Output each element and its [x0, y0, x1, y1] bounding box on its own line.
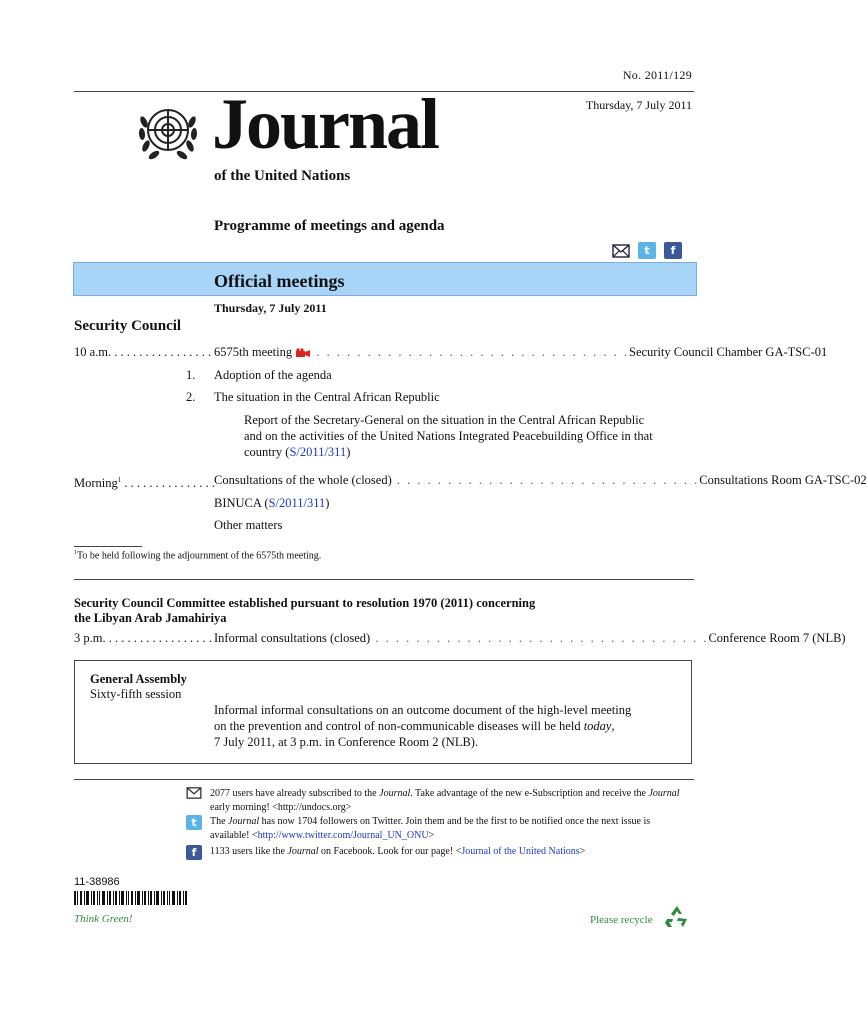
facebook-note: f 1133 users like the Journal on Facebook. Look for our page! <Journal of the United Nations> [186, 845, 690, 859]
official-meetings-heading: Official meetings [214, 271, 345, 291]
agenda-item-text: Adoption of the agenda [214, 368, 332, 382]
please-recycle-text: Please recycle [590, 914, 653, 926]
think-green-text: Think Green! [74, 913, 133, 925]
barcode-number: 11-38986 [74, 876, 120, 888]
leader-dots: . . . . . . . . . . . . . . . . . . . . . . . . . . . . . . . . . [370, 631, 709, 645]
programme-heading: Programme of meetings and agenda [214, 218, 445, 234]
meetings-date: Thursday, 7 July 2011 [214, 301, 327, 315]
committee-heading: Security Council Committee established pursuant to resolution 1970 (2011) concerning the Libyan Arab Jamahiriya [74, 596, 536, 625]
footnote: $^1$To be held following the adjournment of the 6575th meeting. [74, 550, 322, 562]
leader-dots: . . . . . . . . . . . . . . . . . . . . . . . . . . . . . . [391, 473, 700, 487]
facebook-icon[interactable]: f [186, 845, 202, 860]
committee-room: Conference Room 7 (NLB) [708, 631, 846, 645]
agenda-item-number: 1. [186, 368, 196, 382]
twitter-note: t The Journal has now 1704 followers on Twitter. Join them and be the first to be notified once the next issue is available! <http://www.twitter.com/Journal_UN_ONU> [186, 815, 690, 843]
un-emblem-icon [136, 100, 200, 164]
mail-icon[interactable] [186, 787, 202, 799]
committee-time: 3 p.m. . . . . . . . . . . . . . . . . . [74, 631, 212, 645]
binuca-document-link[interactable]: S/2011/311 [268, 496, 326, 510]
committee-row [74, 630, 846, 646]
document-number: No. 2011/129 [622, 68, 692, 82]
meeting-time: 10 a.m. . . . . . . . . . . . . . . . . [74, 345, 212, 359]
security-council-heading: Security Council [74, 318, 182, 334]
section-rule [74, 579, 694, 580]
committee-event: Informal consultations (closed) [214, 631, 371, 645]
twitter-link[interactable]: http://www.twitter.com/Journal_UN_ONU [257, 830, 429, 841]
leader-dots: . . . . . . . . . . . . . . . . . . . . . . . . . . . . . . . [311, 345, 629, 359]
meeting-row [74, 344, 828, 360]
agenda-item-number: 2. [186, 390, 196, 404]
masthead-title: Journal [212, 84, 439, 164]
meeting-room: Security Council Chamber GA-TSC-01 [629, 345, 828, 359]
twitter-icon[interactable]: t [638, 242, 656, 259]
publication-date: Thursday, 7 July 2011 [585, 98, 692, 112]
consultations-title: Consultations of the whole (closed) [214, 473, 392, 487]
twitter-icon[interactable]: t [186, 815, 202, 830]
general-assembly-session: Sixty-fifth session [90, 687, 182, 701]
consultations-row [74, 472, 867, 491]
report-paragraph: Report of the Secretary-General on the situation in the Central African Republic and on the activities of the United Nations Integrated Peacebuilding Office in that country (S/2011/311) [244, 413, 653, 459]
mail-icon[interactable] [612, 242, 630, 259]
recycle-icon [664, 905, 690, 929]
consultations-room: Consultations Room GA-TSC-02 [699, 473, 867, 487]
webcast-camera-icon [295, 348, 311, 358]
general-assembly-title: General Assembly [90, 672, 187, 686]
social-links [612, 242, 682, 259]
facebook-icon[interactable]: f [664, 242, 682, 259]
masthead-subtitle: of the United Nations [214, 168, 351, 184]
binuca-item: BINUCA (S/2011/311) [214, 496, 330, 510]
email-subscription-note: 2077 users have already subscribed to the Journal. Take advantage of the new e-Subscription and receive the Journal early morning! <http://undocs.org> [186, 787, 690, 815]
subscription-rule [74, 779, 694, 780]
other-matters-item: Other matters [214, 518, 283, 532]
meeting-title: 6575th meeting [214, 344, 311, 360]
barcode-icon [74, 891, 189, 905]
official-meetings-banner [73, 262, 697, 296]
facebook-link[interactable]: Journal of the United Nations [461, 846, 580, 857]
report-document-link[interactable]: S/2011/311 [289, 445, 347, 459]
general-assembly-notice: Informal informal consultations on an outcome document of the high-level meeting on the prevention and control of non-communicable diseases will be held today, 7 July 2011, at 3 p.m. in Conference Room 2 (NLB). [214, 703, 632, 749]
consultations-time: Morning$^1$ . . . . . . . . . . . . . . . [74, 476, 215, 491]
footnote-rule [74, 546, 142, 547]
agenda-item-text: The situation in the Central African Republic [214, 390, 440, 404]
